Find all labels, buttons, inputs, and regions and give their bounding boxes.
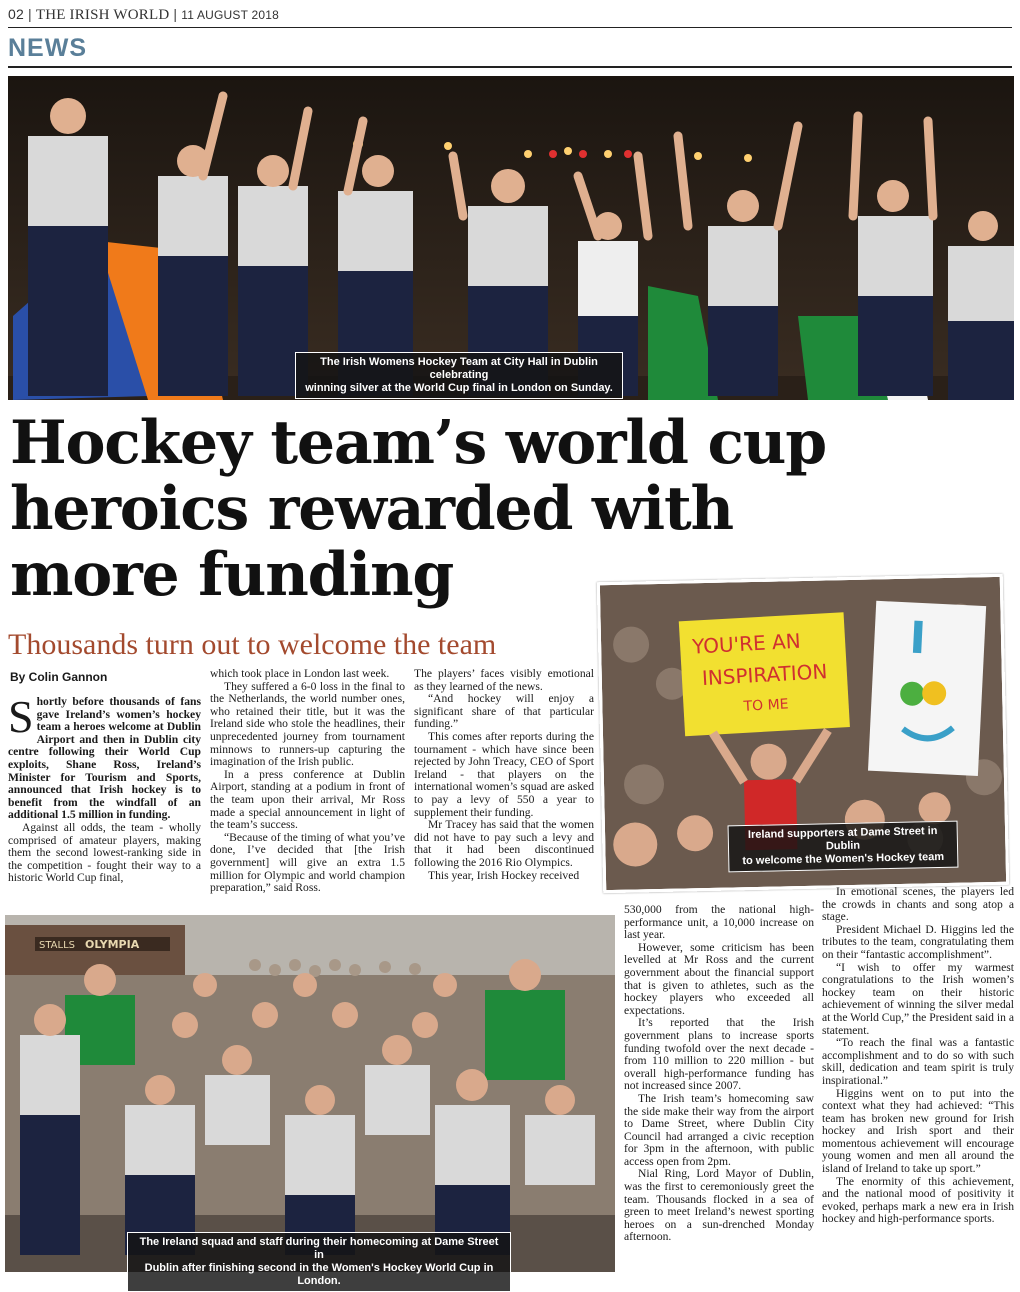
caption-line: The Irish Womens Hockey Team at City Hall in Dublin celebrating — [320, 356, 598, 381]
body-paragraph: In emotional scenes, the players led the crowds in chants and song atop a stage. — [822, 885, 1014, 924]
caption-line: winning silver at the World Cup final in London on Sunday. — [305, 382, 613, 394]
page-number: 02 — [8, 6, 24, 22]
sign-text-1: YOU'RE AN — [691, 628, 802, 659]
caption-line: to welcome the Women's Hockey team — [742, 850, 945, 868]
article-column-1 — [8, 691, 201, 885]
issue-date: 11 AUGUST 2018 — [181, 8, 279, 22]
supporters-photo-caption — [728, 821, 959, 873]
body-paragraph: which took place in London last week. — [210, 667, 390, 680]
body-paragraph: This year, Irish Hockey received — [428, 868, 580, 882]
body-paragraph: Mr Tracey has said that the women did not have to pay such a levy and that it had been discontinued following the 2016 Rio Olympics. — [414, 818, 594, 869]
body-paragraph: “And hockey will enjoy a significant share of that particular funding.” — [414, 692, 594, 731]
page-folio: 02 | THE IRISH WORLD | 11 AUGUST 2018 — [8, 6, 279, 23]
article-column-2 — [210, 668, 405, 895]
body-paragraph: “I wish to offer my warmest congratulations to the Irish women’s hockey team on their historic achievement of winning the silver medal at the World Cup,” the President said in a statement. — [822, 960, 1014, 1037]
folio-rule — [8, 27, 1012, 28]
caption-line: Ireland supporters at Dame Street in Dublin — [747, 825, 938, 853]
body-paragraph: The enormity of this achievement, and the national mood of positivity it evoked, perhaps mark a new era in Irish hockey and high-performance sports. — [822, 1174, 1014, 1226]
body-paragraph: Against all odds, the team - wholly comprised of amateur players, making them the second lowest-ranking side in the competition - fought their way to a historic World Cup final, — [8, 820, 201, 885]
article-column-4 — [624, 904, 814, 1244]
squad-photo — [5, 915, 615, 1272]
section-label: NEWS — [8, 34, 87, 62]
body-paragraph: However, some criticism has been levelled at Mr Ross and the current government about the financial support that is given to athletes, such as the hockey players who exceeded all expectations. — [624, 940, 814, 1017]
body-paragraph: The players’ faces visibly emotional as they learned of the news. — [414, 667, 594, 693]
body-paragraph: They suffered a 6-0 loss in the final to the Netherlands, the world number ones, who retained their title, but it was the Ireland side who stole the headlines, their unprecedented journey from tournament minnows to runners-up capturing the imagination of the Irish public. — [210, 679, 405, 769]
body-paragraph: President Michael D. Higgins led the tributes to the team, congratulating them on their “fantastic accomplishment”. — [822, 922, 1014, 961]
body-paragraph: The Irish team’s homecoming saw the side make their way from the airport to Dame Street, where Dublin City Council had arranged a civic reception for 3pm in the afternoon, with public access open from 2pm. — [624, 1091, 814, 1168]
headline-line-3: more funding — [10, 540, 454, 610]
body-paragraph: Nial Ring, Lord Mayor of Dublin, was the first to ceremoniously greet the team. Thousands flocked in a sea of green to meet Ireland’s newest sporting heroes on a sun-drenched Monday afternoon. — [624, 1167, 814, 1244]
publication-name: THE IRISH WORLD — [35, 7, 170, 23]
shop-sign-2: OLYMPIA — [85, 938, 140, 951]
body-paragraph: This comes after reports during the tournament - which have since been rejected by John Treacy, CEO of Sport Ireland - that players on the international women’s squad are asked to pay a levy of 550 a year to supplement their funding. — [414, 729, 594, 819]
sign-text-2: INSPIRATION — [701, 659, 828, 691]
body-paragraph: 530,000 from the national high-performance unit, a 10,000 increase on last year. — [624, 903, 814, 942]
body-paragraph: “To reach the final was a fantastic accomplishment and to do so with such skill, dedication and team spirit is truly inspirational.” — [822, 1036, 1014, 1087]
byline: By Colin Gannon — [10, 670, 108, 684]
body-paragraph: “Because of the timing of what you’ve done, I’ve decided that [the Irish government] will give an extra 1.5 million for Olympic and world champion preparation,” said Ross. — [210, 830, 405, 895]
lede-text: hortly before thousands of fans gave Ireland’s women’s hockey team a heroes welcome at Dublin Airport and then in Dublin city centre following their World Cup exploits, Shane Ross, Ireland’s Minister for Tourism and Sports, announced that Irish hockey is to benefit from the windfall of an additional 1.5 million in funding. — [8, 695, 201, 822]
sign-text-3: TO ME — [743, 696, 789, 715]
body-paragraph: In a press conference at Dublin Airport, standing at a podium in front of the team upon their arrival, Mr Ross made a special announcement in light of the team’s success. — [210, 767, 405, 832]
article-column-3 — [414, 668, 594, 882]
shop-sign-1: STALLS — [39, 940, 76, 951]
caption-line: Dublin after finishing second in the Women's Hockey World Cup in London. — [144, 1262, 494, 1287]
headline-line-1: Hockey team’s world cup — [10, 408, 826, 478]
sign-right-letter: I — [908, 612, 928, 665]
top-photo-caption — [295, 352, 623, 399]
squad-photo-caption — [127, 1232, 511, 1292]
subheadline: Thousands turn out to welcome the team — [8, 628, 497, 661]
section-rule — [8, 66, 1012, 68]
caption-line: The Ireland squad and staff during their homecoming at Dame Street in — [139, 1236, 499, 1261]
article-column-5 — [822, 886, 1014, 1226]
headline-line-2: heroics rewarded with — [10, 474, 733, 544]
drop-cap: S — [8, 691, 34, 742]
lede-paragraph — [8, 691, 201, 822]
body-paragraph: It’s reported that the Irish government plans to increase sports funding twofold over the next decade - from 110 million to 220 million - but overall high-performance funding has not increased since 2007. — [624, 1016, 814, 1093]
body-paragraph: Higgins went on to put into the context what they had achieved: “This team has broken new ground for Irish hockey and Irish sport and their momentous achievement will encourage young women and men all around the island of Ireland to take up sport.” — [822, 1086, 1014, 1176]
